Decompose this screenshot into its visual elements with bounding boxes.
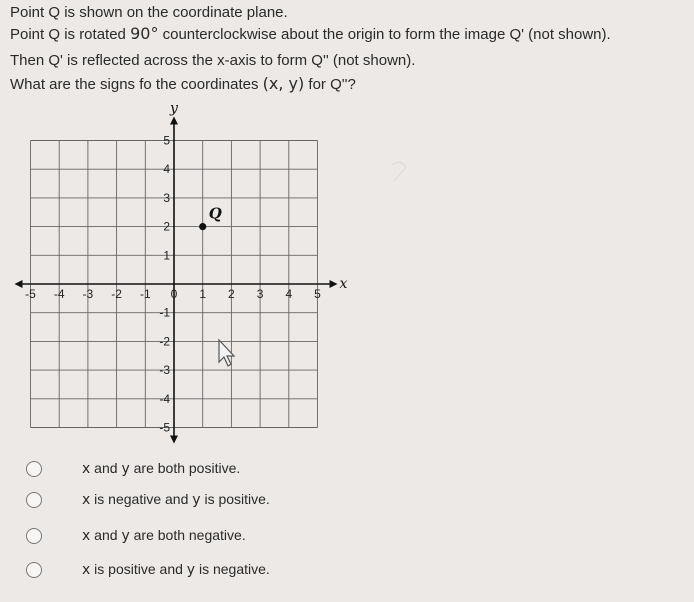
x-tick-label: -2 [111, 287, 122, 301]
question-line-3: Then Q' is reflected across the x-axis to form Q'' (not shown). [10, 52, 416, 69]
radio-button[interactable] [26, 528, 42, 544]
y-tick-label: -1 [159, 305, 170, 320]
point-q [199, 223, 206, 230]
x-tick-label: 1 [199, 287, 207, 301]
x-tick-label: -5 [25, 287, 36, 301]
x-tick-label: 2 [228, 287, 235, 301]
y-tick-label: 2 [163, 219, 170, 234]
pencil-smudge [392, 162, 406, 181]
choice-label: x is negative and y is positive. [82, 491, 270, 508]
answer-choice-2[interactable] [26, 491, 270, 508]
question-line-4: What are the signs fo the coordinates (x, y) for Q''? [10, 74, 356, 93]
rotation-angle: 90° [130, 24, 159, 43]
radio-button[interactable] [26, 562, 42, 578]
x-tick-label: 5 [314, 287, 321, 301]
axes [15, 101, 348, 444]
y-tick-label: -4 [159, 391, 170, 406]
radio-button[interactable] [26, 461, 42, 477]
point-q-label: Q [208, 204, 222, 223]
x-tick-label: -3 [82, 287, 94, 301]
y-tick-label: 1 [163, 248, 170, 263]
choice-label: x is positive and y is negative. [82, 561, 270, 578]
y-tick-label: 3 [163, 190, 170, 205]
choice-label: x and y are both positive. [82, 460, 241, 477]
x-tick-label: -1 [139, 287, 151, 301]
y-tick-label: -5 [159, 420, 170, 435]
answer-choice-1[interactable] [26, 460, 240, 477]
answer-choice-3[interactable] [26, 527, 246, 544]
question-line-1: Point Q is shown on the coordinate plane. [10, 4, 288, 21]
coordinate-pair: (x, y) [262, 74, 305, 93]
x-tick-label: 0 [170, 287, 178, 301]
y-tick-label: 4 [163, 162, 170, 177]
x-tick-label: -4 [53, 287, 65, 301]
x-axis-label: x [339, 276, 348, 292]
y-tick-label: 5 [163, 133, 170, 148]
y-axis-arrow-icon [170, 117, 178, 125]
radio-button[interactable] [26, 492, 42, 508]
x-axis-arrow-icon [15, 280, 23, 288]
choice-label: x and y are both negative. [82, 527, 246, 544]
x-tick-label: 4 [285, 287, 293, 301]
question-line-2: Point Q is rotated 90° counterclockwise about the origin to form the image Q' (not shown). [10, 24, 611, 43]
y-axis-arrow-icon [170, 436, 178, 444]
answer-choice-4[interactable] [26, 561, 270, 578]
x-tick-label: 3 [256, 287, 264, 301]
y-tick-label: -3 [159, 363, 170, 378]
y-axis-label: y [170, 100, 178, 117]
x-axis-arrow-icon [330, 280, 338, 288]
y-tick-label: -2 [159, 334, 170, 349]
